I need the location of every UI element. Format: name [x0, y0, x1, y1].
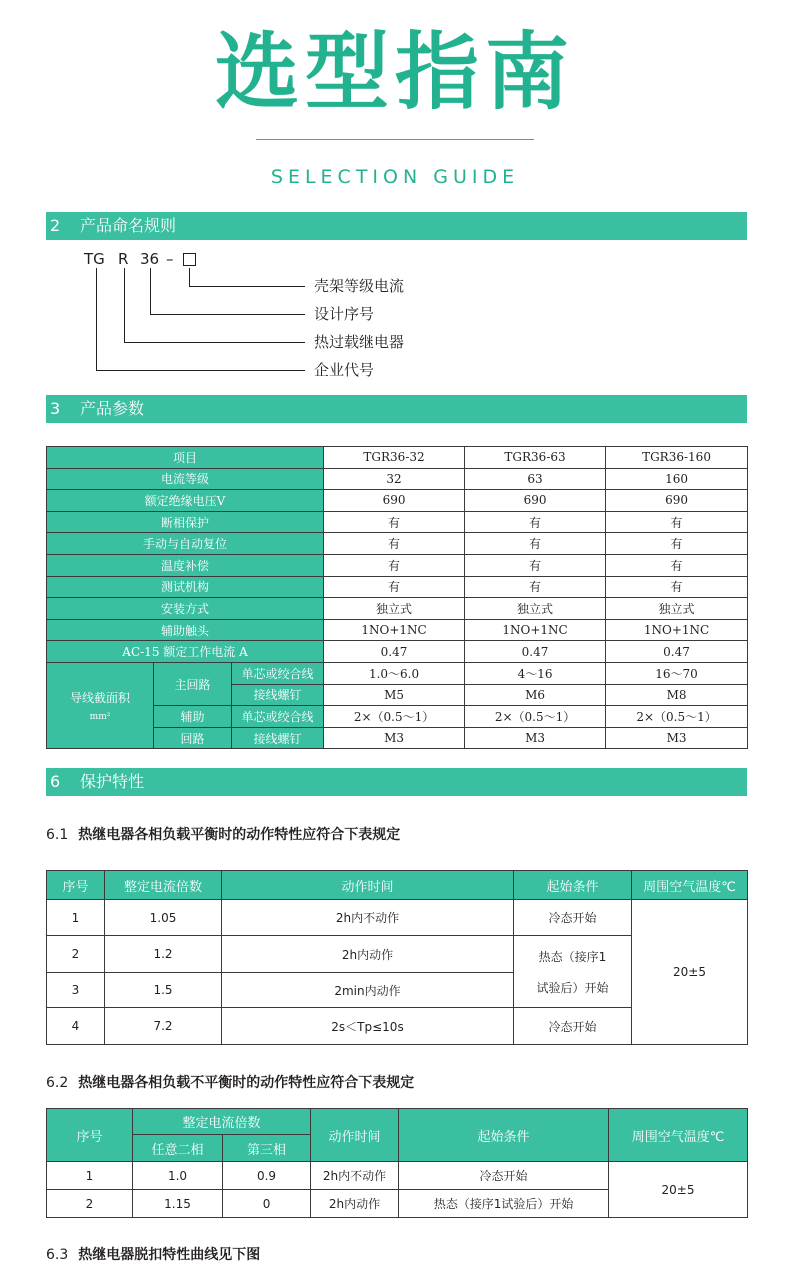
- table-header-cell: 项目: [47, 447, 324, 469]
- leader-line: [150, 268, 151, 314]
- table-row: [47, 900, 748, 936]
- section-number: 6: [50, 772, 61, 791]
- row-label: 温度补偿: [47, 554, 324, 576]
- table-row: [47, 490, 748, 512]
- table-cell: 2h内动作: [222, 936, 514, 973]
- subheading-number: 6.3: [46, 1247, 69, 1263]
- table-cell: 0.47: [606, 641, 748, 663]
- leader-line: [189, 286, 305, 287]
- page-title: 选型指南: [214, 23, 575, 121]
- table-cell: 1.15: [133, 1190, 223, 1218]
- table-row: [47, 598, 748, 620]
- code-tg: TG: [84, 250, 105, 268]
- table-header-cell: 周围空气温度℃: [632, 871, 748, 900]
- table-cell: 2h内不动作: [311, 1162, 399, 1190]
- table-cell: 有: [324, 533, 465, 555]
- row-label: 电流等级: [47, 468, 324, 490]
- section-bar-naming: [46, 212, 747, 240]
- table-header-cell: TGR36-160: [606, 447, 748, 469]
- table-cell: 1.2: [105, 936, 222, 973]
- table-cell: 有: [324, 511, 465, 533]
- table-cell: 有: [606, 554, 748, 576]
- leader-line: [124, 268, 125, 342]
- row-label: 额定绝缘电压V: [47, 490, 324, 512]
- row-label: 断相保护: [47, 511, 324, 533]
- table-cell: 7.2: [105, 1008, 222, 1045]
- blank-box-icon: [183, 253, 196, 266]
- subheading-number: 6.2: [46, 1075, 69, 1091]
- table-header-cell: TGR36-32: [324, 447, 465, 469]
- table-row: [47, 1109, 748, 1135]
- table-cell: 1.0: [133, 1162, 223, 1190]
- hot-start-cell: [514, 936, 632, 1008]
- screw-label: 接线螺钉: [232, 684, 324, 706]
- table-row: [47, 1162, 748, 1190]
- table-cell: 690: [324, 490, 465, 512]
- row-label: 辅助触头: [47, 619, 324, 641]
- section-bar-protect: [46, 768, 747, 796]
- leader-line: [96, 268, 97, 370]
- table-cell: 2×（0.5～1）: [465, 706, 606, 728]
- table-cell: 2h内动作: [311, 1190, 399, 1218]
- table-cell: 690: [606, 490, 748, 512]
- table-header-cell: 动作时间: [222, 871, 514, 900]
- table-cell: 2h内不动作: [222, 900, 514, 936]
- table-cell: M5: [324, 684, 465, 706]
- table-cell: 0.47: [324, 641, 465, 663]
- table-cell: 热态（接序1试验后）开始: [399, 1190, 609, 1218]
- table-row: [47, 576, 748, 598]
- table-cell: 有: [465, 576, 606, 598]
- table-cell: 32: [324, 468, 465, 490]
- screw-label: 接线螺钉: [232, 727, 324, 749]
- table-cell: 有: [324, 554, 465, 576]
- table-cell: 2s＜Tp≤10s: [222, 1008, 514, 1045]
- wire-unit: mm²: [89, 712, 111, 723]
- subheading-text: 热继电器各相负载不平衡时的动作特性应符合下表规定: [78, 1075, 415, 1091]
- row-label: 安装方式: [47, 598, 324, 620]
- table-header-cell: 整定电流倍数: [133, 1109, 311, 1135]
- params-table: [46, 446, 748, 749]
- table-cell: 2×（0.5～1）: [324, 706, 465, 728]
- table-cell: 冷态开始: [514, 1008, 632, 1045]
- table-header-cell: 起始条件: [514, 871, 632, 900]
- table-cell: 有: [465, 554, 606, 576]
- table-header-cell: 任意二相: [133, 1135, 223, 1162]
- table-header-cell: 序号: [47, 1109, 133, 1162]
- naming-label-relay: 热过载继电器: [314, 333, 405, 351]
- leader-line: [189, 268, 190, 286]
- page-subtitle: SELECTION GUIDE: [270, 166, 520, 188]
- section-title: 产品命名规则: [80, 216, 177, 235]
- subheading-6-2: [46, 1072, 414, 1092]
- subheading-text: 热继电器脱扣特性曲线见下图: [78, 1247, 261, 1263]
- table-cell: 冷态开始: [399, 1162, 609, 1190]
- table-cell: 1.0～6.0: [324, 662, 465, 684]
- table-cell: M6: [465, 684, 606, 706]
- table-row: [47, 447, 748, 469]
- table-cell: 1.5: [105, 973, 222, 1008]
- row-label: AC-15 额定工作电流 A: [47, 641, 324, 663]
- subheading-number: 6.1: [46, 827, 69, 843]
- row-label: 测试机构: [47, 576, 324, 598]
- table-cell: 有: [606, 576, 748, 598]
- aux-circuit-label-1: 辅助: [154, 706, 232, 728]
- table-cell: 160: [606, 468, 748, 490]
- table-cell: 4: [47, 1008, 105, 1045]
- table-cell: M3: [324, 727, 465, 749]
- hot-start-line-2: 试验后）开始: [536, 980, 609, 995]
- table-cell: 1.05: [105, 900, 222, 936]
- table-cell: 0: [223, 1190, 311, 1218]
- naming-label-design: 设计序号: [314, 305, 375, 323]
- subheading-6-3: [46, 1244, 260, 1264]
- table-cell: M3: [606, 727, 748, 749]
- title-divider: [256, 139, 534, 140]
- table-row: [47, 554, 748, 576]
- table-cell: 1NO+1NC: [465, 619, 606, 641]
- temperature-cell: 20±5: [632, 900, 748, 1045]
- section-bar-params: [46, 395, 747, 423]
- unbalanced-load-table: [46, 1108, 748, 1218]
- table-cell: M8: [606, 684, 748, 706]
- table-cell: 1NO+1NC: [606, 619, 748, 641]
- wire-section-label: [47, 662, 154, 748]
- main-circuit-label: 主回路: [154, 662, 232, 705]
- section-title: 保护特性: [80, 772, 145, 791]
- table-cell: 3: [47, 973, 105, 1008]
- code-dash: –: [166, 250, 174, 268]
- section-number: 2: [50, 216, 61, 235]
- section-title: 产品参数: [80, 399, 145, 418]
- table-header-cell: 序号: [47, 871, 105, 900]
- section-number: 3: [50, 399, 61, 418]
- table-cell: 冷态开始: [514, 900, 632, 936]
- table-cell: 有: [606, 533, 748, 555]
- leader-line: [150, 314, 305, 315]
- table-cell: 0.47: [465, 641, 606, 663]
- table-cell: 有: [324, 576, 465, 598]
- table-cell: 1: [47, 1162, 133, 1190]
- table-row: [47, 662, 748, 684]
- table-header-cell: 周围空气温度℃: [609, 1109, 748, 1162]
- table-header-cell: 动作时间: [311, 1109, 399, 1162]
- row-label: 手动与自动复位: [47, 533, 324, 555]
- table-cell: 16～70: [606, 662, 748, 684]
- table-cell: 独立式: [324, 598, 465, 620]
- code-36: 36: [140, 250, 160, 268]
- table-row: [47, 511, 748, 533]
- table-header-cell: 第三相: [223, 1135, 311, 1162]
- table-row: [47, 533, 748, 555]
- hot-start-line-1: 热态（接序1: [538, 949, 607, 964]
- naming-label-company: 企业代号: [314, 361, 375, 379]
- subheading-text: 热继电器各相负载平衡时的动作特性应符合下表规定: [78, 827, 401, 843]
- table-header-cell: 起始条件: [399, 1109, 609, 1162]
- leader-line: [96, 370, 305, 371]
- table-cell: 4～16: [465, 662, 606, 684]
- wire-label: 导线截面积: [69, 691, 130, 706]
- table-cell: 0.9: [223, 1162, 311, 1190]
- code-r: R: [118, 250, 129, 268]
- table-cell: 独立式: [465, 598, 606, 620]
- table-cell: 有: [606, 511, 748, 533]
- leader-line: [124, 342, 305, 343]
- table-cell: 独立式: [606, 598, 748, 620]
- table-cell: 有: [465, 511, 606, 533]
- table-cell: 2: [47, 936, 105, 973]
- temperature-cell: 20±5: [609, 1162, 748, 1218]
- table-cell: M3: [465, 727, 606, 749]
- table-cell: 1NO+1NC: [324, 619, 465, 641]
- subheading-6-1: [46, 824, 400, 844]
- naming-label-frame: 壳架等级电流: [314, 277, 405, 295]
- table-header-cell: 整定电流倍数: [105, 871, 222, 900]
- table-cell: 2: [47, 1190, 133, 1218]
- table-cell: 1: [47, 900, 105, 936]
- aux-circuit-label-2: 回路: [154, 727, 232, 749]
- table-header-cell: TGR36-63: [465, 447, 606, 469]
- table-row: [47, 641, 748, 663]
- core-label: 单芯或绞合线: [232, 706, 324, 728]
- table-cell: 63: [465, 468, 606, 490]
- core-label: 单芯或绞合线: [232, 662, 324, 684]
- table-row: [47, 468, 748, 490]
- balanced-load-table: [46, 870, 748, 1045]
- table-cell: 有: [465, 533, 606, 555]
- table-row: [47, 619, 748, 641]
- table-cell: 690: [465, 490, 606, 512]
- table-cell: 2min内动作: [222, 973, 514, 1008]
- table-cell: 2×（0.5～1）: [606, 706, 748, 728]
- table-row: [47, 871, 748, 900]
